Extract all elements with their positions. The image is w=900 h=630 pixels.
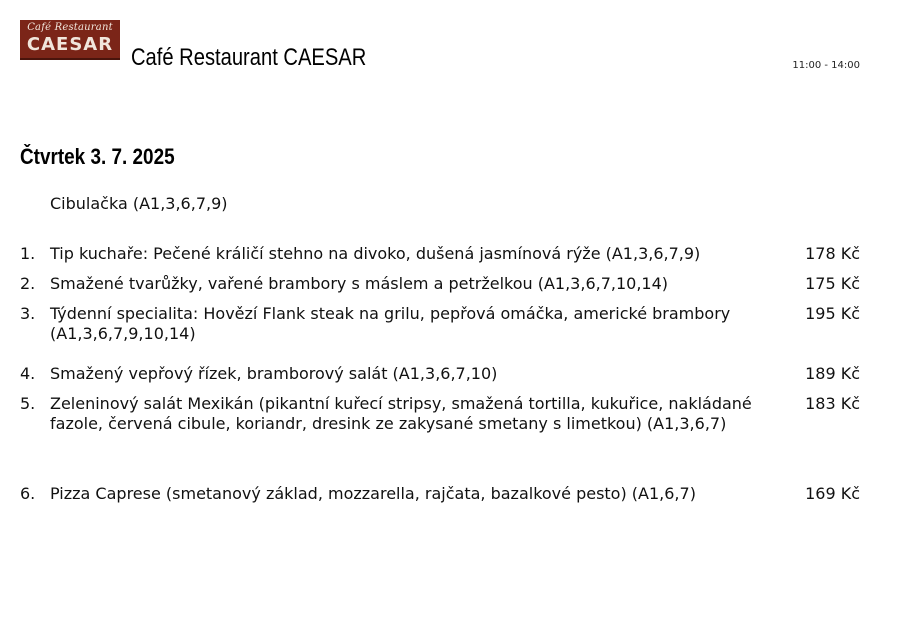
- menu-item-price: 175 Kč: [805, 274, 860, 293]
- menu-item-description: Zeleninový salát Mexikán (pikantní kuřecí stripsy, smažená tortilla, kukuřice, nakládané fazole, červená cibule, koriandr, dresink ze zakysané smetany s limetkou) (A1,3,6,7): [50, 394, 752, 433]
- menu-item-number: 5.: [20, 394, 36, 413]
- menu-date-heading: Čtvrtek 3. 7. 2025: [20, 144, 175, 169]
- menu-item-price: 178 Kč: [805, 244, 860, 263]
- menu-item-price: 169 Kč: [805, 484, 860, 503]
- restaurant-logo: [20, 20, 120, 60]
- menu-item-description: Smažené tvarůžky, vařené brambory s máslem a petrželkou (A1,3,6,7,10,14): [50, 274, 669, 293]
- restaurant-name: Café Restaurant CAESAR: [131, 44, 367, 71]
- opening-hours: 11:00 - 14:00: [792, 60, 860, 71]
- menu-item-price: 189 Kč: [805, 364, 860, 383]
- logo-brand-text: CAESAR: [26, 34, 114, 55]
- soup-of-the-day: Cibulačka (A1,3,6,7,9): [50, 194, 228, 213]
- menu-item-number: 1.: [20, 244, 36, 263]
- menu-item-description: Tip kuchaře: Pečené králičí stehno na divoko, dušená jasmínová rýže (A1,3,6,7,9): [50, 244, 701, 263]
- logo-script-text: Café Restaurant: [27, 22, 113, 33]
- menu-item-number: 6.: [20, 484, 36, 503]
- menu-item-number: 4.: [20, 364, 36, 383]
- menu-item-description: Smažený vepřový řízek, bramborový salát (A1,3,6,7,10): [50, 364, 498, 383]
- menu-item-description: Pizza Caprese (smetanový základ, mozzarella, rajčata, bazalkové pesto) (A1,6,7): [50, 484, 696, 503]
- menu-item-number: 3.: [20, 304, 36, 323]
- menu-item-price: 183 Kč: [805, 394, 860, 413]
- menu-item-number: 2.: [20, 274, 36, 293]
- menu-item-description: Týdenní specialita: Hovězí Flank steak na grilu, pepřová omáčka, americké brambory (A1,3,6,7,9,10,14): [50, 304, 731, 343]
- menu-item-price: 195 Kč: [805, 304, 860, 323]
